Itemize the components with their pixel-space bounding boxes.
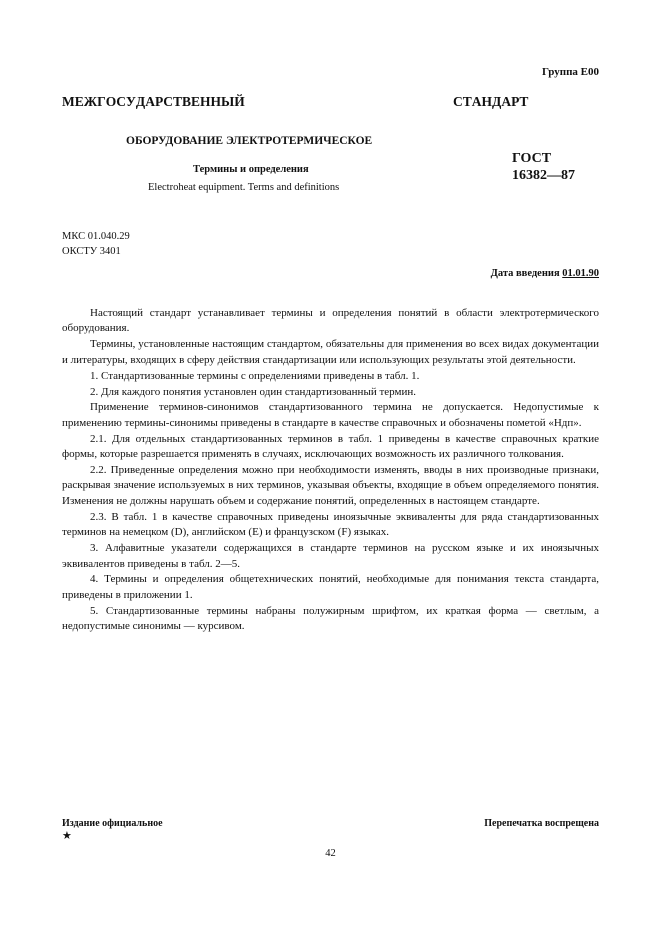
group-label: Группа Е00 [541,66,599,78]
page-number: 42 [325,848,336,859]
paragraph: 2.1. Для отдельных стандартизованных терминов в табл. 1 приведены в качестве справочных краткие формы, которые разрешается применять в случаях, исключающих возможность их различного толкования. [62,432,599,461]
star-icon: ★ [62,830,72,842]
paragraph: Термины, установленные настоящим стандартом, обязательны для применения во всех видах документации и литературы, входящих в сферу действия стандартизации или использующих результаты этой деятельности. [62,338,599,366]
paragraph: 5. Стандартизованные термины набраны полужирным шрифтом, их краткая форма — светлым, а недопустимые синонимы — курсивом. [62,604,599,633]
paragraph: Настоящий стандарт устанавливает термины и определения понятий в области электротермического оборудования. [62,307,599,335]
paragraph: Применение терминов-синонимов стандартизованного термина не допускается. Недопустимые к применению термины-синонимы приведены в стандарте в качестве справочных и обозначены пометой «Ндп». [62,401,599,429]
introduction-date [491,268,599,279]
intro-date-label: Дата введения [490,268,560,279]
official-edition-label: Издание официальное [62,818,163,829]
paragraph: 4. Термины и определения общетехнических понятий, необходимые для понимания текста стандарта, приведены в приложении 1. [62,573,599,601]
body-text [62,306,599,635]
paragraph: 2.2. Приведенные определения можно при необходимости изменять, вводы в них производные признаки, раскрывая значение используемых в них терминов, указывая объекты, входящие в объем определяемого понятия. Изменения не должны нарушать объем и содержание понятий, определенных в настоящем стандарте. [62,464,599,507]
document-title: ОБОРУДОВАНИЕ ЭЛЕКТРОТЕРМИЧЕСКОЕ [126,135,373,147]
paragraph: 2.3. В табл. 1 в качестве справочных приведены иноязычные эквиваленты для ряда стандартизованных терминов на немецком (D), английском (Е) и французском (F) языках. [62,510,599,539]
gost-label: ГОСТ [512,151,552,166]
paragraph: 3. Алфавитные указатели содержащихся в стандарте терминов на русском языке и их иноязычных эквивалентов приведены в табл. 2—5. [62,542,599,570]
heading-word-interstate: МЕЖГОСУДАРСТВЕННЫЙ [62,94,245,109]
gost-number [512,150,575,184]
standard-type-heading [62,94,599,110]
paragraph: 2. Для каждого понятия установлен один стандартизованный термин. [90,385,416,398]
heading-word-standard: СТАНДАРТ [453,94,529,109]
mks-code: МКС 01.040.29 [62,231,130,242]
document-title-english: Electroheat equipment. Terms and definitions [148,182,340,193]
document-subtitle: Термины и определения [193,164,309,175]
okstu-code: ОКСТУ 3401 [62,246,121,257]
gost-code: 16382—87 [512,168,575,183]
intro-date-value: 01.01.90 [562,268,599,279]
reprint-prohibited-label: Перепечатка воспрещена [484,818,599,829]
paragraph: 1. Стандартизованные термины с определениями приведены в табл. 1. [90,369,420,382]
